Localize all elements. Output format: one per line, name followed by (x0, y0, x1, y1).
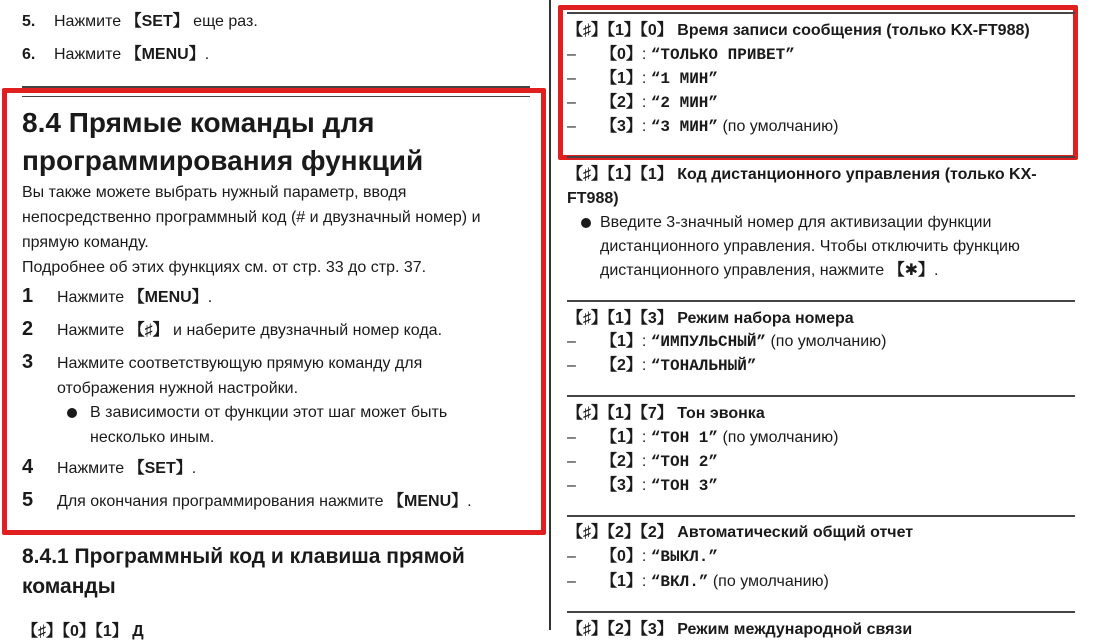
setting-title-international: 【♯】【2】【3】 Режим международной связи (567, 621, 913, 638)
option-row: – 【2】: “ТОНАЛЬНЫЙ” (567, 357, 757, 375)
bullet-icon (581, 218, 591, 228)
subsection-title-line1: 8.4.1 Программный код и клавиша прямой (22, 545, 465, 568)
setting-title-remote-code-line2: FT988) (567, 190, 619, 207)
section-rule (567, 12, 1075, 14)
option-row: – 【3】: “ТОН 3” (567, 477, 719, 495)
step-number: 3 (22, 351, 34, 373)
step-number: 5 (22, 489, 34, 511)
column-divider (549, 0, 551, 630)
option-row: – 【1】: “1 МИН” (567, 70, 719, 88)
step-number: 2 (22, 318, 34, 340)
section-title-line2: программирования функций (22, 145, 424, 176)
intro-line-2: непосредственно программный код (# и двузначный номер) и (22, 209, 481, 226)
step-4-text: Нажмите 【SET】. (57, 460, 197, 477)
option-row: – 【0】: “ТОЛЬКО ПРИВЕТ” (567, 46, 795, 64)
step-2-text: Нажмите 【♯】 и наберите двузначный номер кода. (57, 322, 443, 339)
setting-title-remote-code: 【♯】【1】【1】 Код дистанционного управления (только KX- (567, 166, 1037, 183)
option-row: – 【1】: “ТОН 1” (по умолчанию) (567, 429, 839, 447)
section-rule (567, 611, 1075, 613)
intro-line-1: Вы также можете выбрать нужный параметр, вводя (22, 184, 407, 201)
option-row: – 【0】: “ВЫКЛ.” (567, 548, 719, 566)
intro-line-4: Подробнее об этих функциях см. от стр. 33 до стр. 37. (22, 259, 427, 276)
section-rule-thin (22, 96, 530, 97)
step-number: 1 (22, 285, 34, 307)
option-row: – 【2】: “2 МИН” (567, 94, 719, 112)
option-row: – 【1】: “ВКЛ.” (по умолчанию) (567, 573, 829, 591)
setting-title-auto-report: 【♯】【2】【2】 Автоматический общий отчет (567, 524, 914, 541)
section-rule (567, 300, 1075, 302)
subsection-title-line2: команды (22, 575, 116, 598)
setting-title-dial-mode: 【♯】【1】【3】 Режим набора номера (567, 310, 854, 327)
cut-off-code-title: 【♯】【0】【1】 Д (22, 623, 144, 640)
setting-title-ring-tone: 【♯】【1】【7】 Тон эвонка (567, 405, 765, 422)
section-rule (567, 395, 1075, 397)
step-number: 4 (22, 456, 34, 478)
top-step-5: 5. Нажмите 【SET】 еще раз. (22, 10, 258, 34)
step-number: 6. (22, 46, 36, 63)
step-3-line2: отображения нужной настройки. (57, 380, 299, 397)
intro-line-3: прямую команду. (22, 234, 149, 251)
bullet-line-3: дистанционного управления, нажмите 【✱】. (600, 262, 939, 279)
step-1-text: Нажмите 【MENU】. (57, 289, 213, 306)
option-row: – 【3】: “3 МИН” (по умолчанию) (567, 118, 839, 136)
option-row: – 【1】: “ИМПУЛЬСНЫЙ” (по умолчанию) (567, 333, 887, 351)
step-3-note-line2: несколько иным. (90, 429, 215, 446)
section-title-line1: 8.4 Прямые команды для (22, 107, 375, 138)
step-3-line1: Нажмите соответствующую прямую команду для (57, 355, 423, 372)
setting-title-message-time: 【♯】【1】【0】 Время записи сообщения (только KX-FT988) (567, 22, 1030, 39)
bullet-icon (67, 408, 77, 418)
bullet-line-2: дистанционного управления. Чтобы отключить функцию (600, 238, 1020, 255)
option-row: – 【2】: “ТОН 2” (567, 453, 719, 471)
step-number: 5. (22, 13, 36, 30)
section-rule (567, 156, 1075, 158)
step-5-text: Для окончания программирования нажмите 【MENU】. (57, 493, 472, 510)
top-step-6: 6. Нажмите 【MENU】. (22, 43, 209, 67)
bullet-line-1: Введите 3-значный номер для активизации функции (600, 214, 992, 231)
step-3-note-line1: В зависимости от функции этот шаг может быть (90, 404, 448, 421)
section-rule (567, 515, 1075, 517)
